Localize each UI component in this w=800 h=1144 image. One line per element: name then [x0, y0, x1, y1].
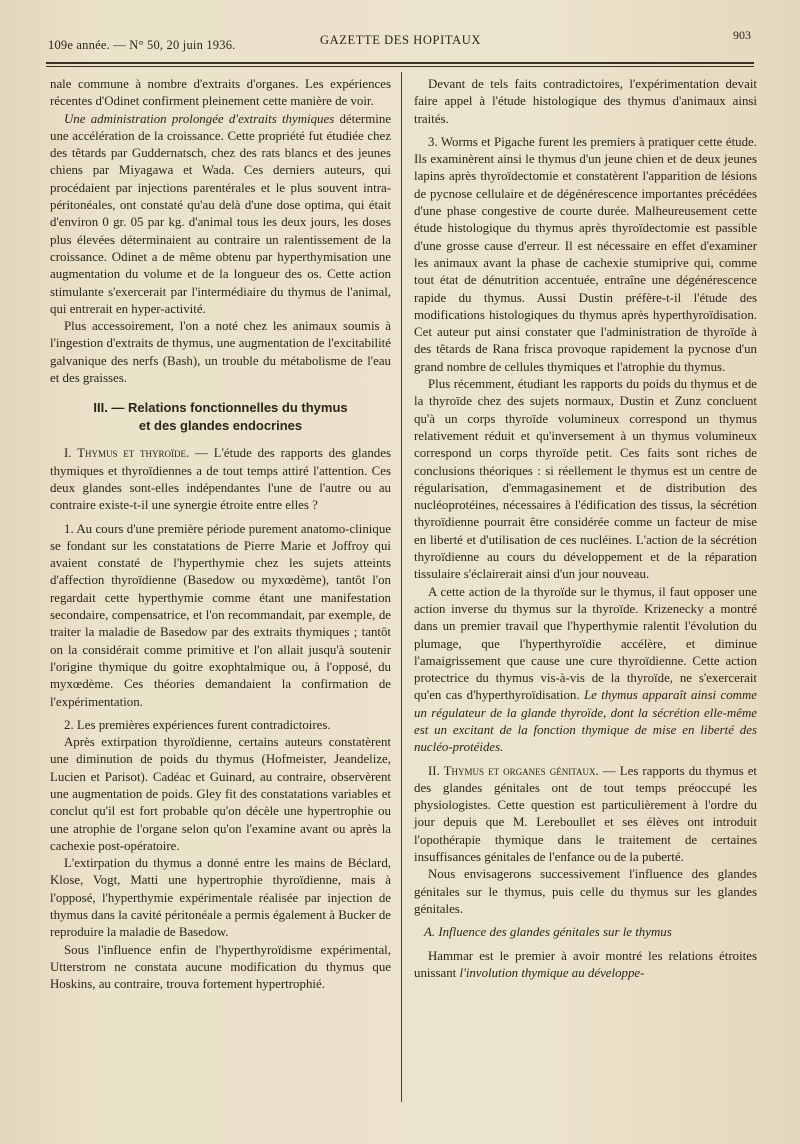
- paragraph-text: — Les rapports du thymus et des glandes génitales ont de tout temps préoccupé les physiologistes. Cette question est particulièrement à l'ordre du jour depuis que M. Lereboullet et ses élèves ont introduit l'opothérapie thymique dans le traitement de certaines insuffisances génitales de l'enfance ou de la puberté.: [414, 763, 758, 865]
- subsection-label: I. Thymus et thyroïde.: [64, 446, 190, 461]
- left-column: [50, 76, 391, 994]
- paragraph-text: A cette action de la thyroïde sur le thymus, il faut opposer une action inverse du thymus sur la thyroïde. Krizenecky a montré dans un premier travail que l'hyperthymie ralentit l'évolution du plumage, que l'hyperthyroïdie accélère, et diminue l'amaigrissement que cause une cure thyroïdienne. Cette action protectrice du thymus vis-à-vis de la thyroïde, ne s'exercerait qu'en cas d'hyperthyroïdisation.: [414, 584, 757, 703]
- right-column: [414, 76, 757, 982]
- paragraph-text: Hammar est le premier à avoir montré les relations étroites unissant: [414, 948, 757, 980]
- paragraph: [414, 948, 757, 983]
- paragraph: Nous envisagerons successivement l'influence des glandes génitales sur le thymus, puis celle du thymus sur les glandes génitales.: [414, 867, 757, 916]
- section-heading: [50, 399, 391, 435]
- page-number: 903: [733, 28, 751, 42]
- paragraph: 1. Au cours d'une première période purement anatomo-clinique se fondant sur les constatations de Pierre Marie et Joffroy qui avaient constaté de l'hyperthymie chez les sujets atteints d'affection thyroïdienne (Basedow ou myxœdème), tantôt l'on regardait cette hyperthymie comme étant une manifestation secondaire, compensatrice, et l'on recommandait, par exemple, de traiter la maladie de Basedow par des extraits thymiques ; tantôt on la considérait comme primitive et l'on allait jusqu'à soutenir l'origine thymique du goitre exophtalmique ou, à l'opposé, du myxœdème. Ces théories demandaient la confirmation de l'expérimentation.: [50, 521, 391, 709]
- paragraph: 2. Les premières expériences furent contradictoires.: [64, 717, 331, 732]
- italic-phrase: l'involution thymique au développe-: [459, 965, 645, 980]
- section-heading-line: et des glandes endocrines: [138, 418, 303, 434]
- paragraph-text: détermine une accélération de la croissance. Cette propriété fut étudiée chez des têtards par Guddernatsch, chez des rats blancs et des jeunes chiens par Miyagawa et Wada. Ces derniers auteurs, qui procédaient par injections parentérales et le plus souvent intra-péritonéales, ont constaté qu'au delà d'une dose optima, qui était d'environ 0 gr. 05 par kg. d'animal tous les deux jours, les doses plus élevées déterminaient au contraire un ralentissement de la croissance. Odinet a de même obtenu par hyperthymisation une augmentation du volume et de la longueur des os. Cette action stimulante s'exercerait par l'intermédiaire du thymus de l'animal, qui entrerait en hyper-activité.: [50, 111, 391, 316]
- paragraph-text: — L'étude des rapports des glandes thymiques et thyroïdiennes a de tout temps attiré l'attention. Ces deux glandes sont-elles indépendantes l'une de l'autre ou au contraire existe-t-il une synergie étroite entre elles ?: [50, 446, 391, 513]
- paragraph: Après extirpation thyroïdienne, certains auteurs constatèrent une diminution de poids du thymus (Hofmeister, Jeandelize, Lucien et Parisot). Cadéac et Guinard, au contraire, observèrent une augmentation de poids. Gley fit des constatations variables et conclut qu'il est fort probable qu'on décèle une hypertrophie ou une atrophie de l'organe selon qu'on l'examine avant ou après la cachexie post-opératoire.: [50, 735, 391, 853]
- page-header: [48, 30, 753, 56]
- paragraph: 3. Worms et Pigache furent les premiers à pratiquer cette étude. Ils examinèrent ainsi le thymus d'un jeune chien et de deux jeunes lapins après thyroïdectomie et constatèrent l'apparition de lésions de pycnose cellulaire et de dégénérescence importantes précédées d'une phase congestive de courte durée. Malheureusement cette étude histologique du thymus après thyroïdectomie est passible d'une grosse cause d'erreur. Il est nécessaire en effet d'examiner les animaux avant la phase de cachexie stumiprive qui, comme tout état de dénutrition accentuée, entraîne une dégénérescence rapide du thymus. Aussi Dustin préfère-t-il l'étude des modifications histologiques du thymus après hyperthyroïdisation. Cet auteur put ainsi constater que l'administration de thyroïde à des têtards de Rana frisca provoque rapidement la pycnose d'un grand nombre de cellules thymiques et l'atrophie du thymus.: [414, 134, 757, 374]
- header-rule-thin: [46, 66, 754, 67]
- journal-title: GAZETTE DES HOPITAUX: [320, 33, 481, 47]
- italic-phrase: Une administration prolongée d'extraits thymiques: [64, 111, 335, 126]
- paragraph: L'extirpation du thymus a donné entre les mains de Béclard, Klose, Vogt, Matti une hypertrophie thyroïdienne, mais à l'opposé, l'hyperthymie expérimentale réalisée par injection de thymus dans la cavité péritonéale a permis également à Bucker de reproduire la maladie de Basedow.: [50, 856, 391, 940]
- italic-phrase: Le thymus apparaît ainsi comme un régulateur de la glande thyroïde, dont la sécrétion elle-même est un excitant de la fonction thymique de mise en liberté des nucléo-protéides.: [414, 688, 757, 755]
- paragraph: Plus accessoirement, l'on a noté chez les animaux soumis à l'ingestion d'extraits de thymus, une augmentation de l'excitabilité galvanique des nerfs (Bash), un trouble du métabolisme de l'eau et des graisses.: [50, 319, 391, 386]
- paragraph: nale commune à nombre d'extraits d'organes. Les expériences récentes d'Odinet confirment pleinement cette manière de voir.: [50, 77, 391, 109]
- paragraph: [50, 111, 391, 319]
- paragraph: Devant de tels faits contradictoires, l'expérimentation devait faire appel à l'étude histologique des thymus d'animaux ainsi traités.: [414, 77, 757, 126]
- header-rule-thick: [46, 62, 754, 64]
- paragraph: [414, 763, 757, 867]
- subsection-heading: A. Influence des glandes génitales sur le thymus: [424, 925, 672, 940]
- issue-info: 109e année. — N° 50, 20 juin 1936.: [48, 38, 236, 52]
- paragraph: Plus récemment, étudiant les rapports du poids du thymus et de la thyroïde chez des sujets normaux, Dustin et Zunz concluent qu'à un corps thyroïde volumineux correspond un thymus relativement réduit et qu'inversement à un thymus volumineux correspond un corps thyroïde petit. Ces faits sont riches de conclusions théoriques : si réellement le thymus est un centre de régularisation, d'emmagasinement et de distribution des nucléoprotéines, nécessaires à l'édification des tissus, la sécrétion thyroïdienne pourrait être considérée comme un facteur de mise en liberté et d'utilisation de ces nucléines. L'action de la sécrétion thyroïdienne au cours du développement et de la réparation tissulaire s'éclairerait ainsi d'un jour nouveau.: [414, 377, 757, 582]
- paragraph: Sous l'influence enfin de l'hyperthyroïdisme expérimental, Utterstrom ne constata aucune modification du thymus que Hoskins, au contraire, trouva fortement hypertrophié.: [50, 942, 391, 992]
- subsection-label: II. Thymus et organes génitaux.: [428, 763, 599, 778]
- paragraph: [50, 445, 391, 514]
- column-divider: [401, 72, 402, 1102]
- paragraph: [414, 584, 757, 757]
- section-heading-line: III. — Relations fonctionnelles du thymus: [93, 400, 348, 416]
